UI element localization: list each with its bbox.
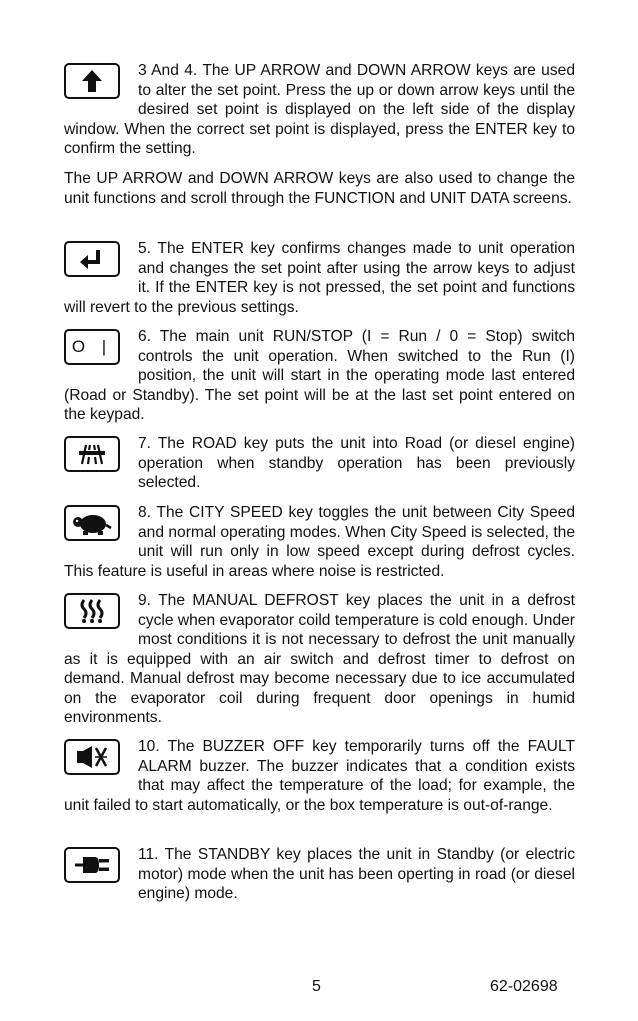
up-arrow-icon [81,69,103,93]
defrost-section [64,591,575,728]
arrow-keys-functions-text: The UP ARROW and DOWN ARROW keys are also used to change the unit functions and scroll through the FUNCTION and UNIT DATA screens. [64,170,575,207]
run-stop-switch [64,329,120,365]
enter-key [64,241,120,277]
run-stop-text: 6. The main unit RUN/STOP (I = Run / 0 = Stop) switch controls the unit operation. When switched to the Run (I) position, the unit will start in the operating mode last entered (Road or Standby). The set point will be at the last set point entered on the keypad. [64,328,575,423]
standby-key [64,847,120,883]
enter-key-section [64,239,575,317]
standby-section [64,845,575,904]
manual-defrost-key [64,593,120,629]
enter-key-text: 5. The ENTER key confirms changes made to unit operation and changes the set point after using the arrow keys to adjust it. If the ENTER key is not pressed, the set point and functions will revert to the previous settings. [64,240,575,316]
buzzer-off-icon [74,744,110,770]
up-arrow-key [64,63,120,99]
buzzer-off-key [64,739,120,775]
run-stop-switch-icon: O | [71,337,113,357]
arrow-keys-section [64,61,575,159]
road-icon [77,442,107,466]
arrow-keys-functions-section [64,169,575,208]
city-speed-text: 8. The CITY SPEED key toggles the unit between City Speed and normal operating modes. When City Speed is selected, the unit will run only in low speed except during defrost cycles. This feature is useful in areas where noise is restricted. [64,504,575,580]
page-number: 5 [312,978,321,995]
defrost-text: 9. The MANUAL DEFROST key places the unit in a defrost cycle when evaporator coild temperature is cold enough. Under most conditions it is not necessary to defrost the unit manually as it is equipped with an air switch and defrost timer to defrost on demand. Manual defrost may become necessary due to ice accumulated on the evaporator coil during frequent door openings in humid environments. [64,592,575,726]
plug-icon [73,854,111,876]
buzzer-off-section [64,737,575,815]
run-stop-section [64,327,575,425]
standby-text: 11. The STANDBY key places the unit in Standby (or electric motor) mode when the unit has been operting in road (or diesel engine) mode. [138,846,575,902]
buzzer-off-text: 10. The BUZZER OFF key temporarily turns off the FAULT ALARM buzzer. The buzzer indicates that a condition exists that may affect the temperature of the load; for example, the unit failed to start automatically, or the box temperature is out-of-range. [64,738,575,814]
road-key-section [64,434,575,493]
defrost-icon [77,598,107,624]
turtle-icon [71,510,113,536]
city-speed-key [64,505,120,541]
road-key [64,436,120,472]
city-speed-section [64,503,575,581]
enter-icon [78,248,106,270]
arrow-keys-text: 3 And 4. The UP ARROW and DOWN ARROW keys are used to alter the set point. Press the up or down arrow keys until the desired set point is displayed on the left side of the display window. When the correct set point is displayed, press the ENTER key to confirm the setting. [64,62,575,157]
document-number: 62-02698 [490,978,558,995]
road-key-text: 7. The ROAD key puts the unit into Road (or diesel engine) operation when standby operation has been previously selected. [138,435,575,491]
